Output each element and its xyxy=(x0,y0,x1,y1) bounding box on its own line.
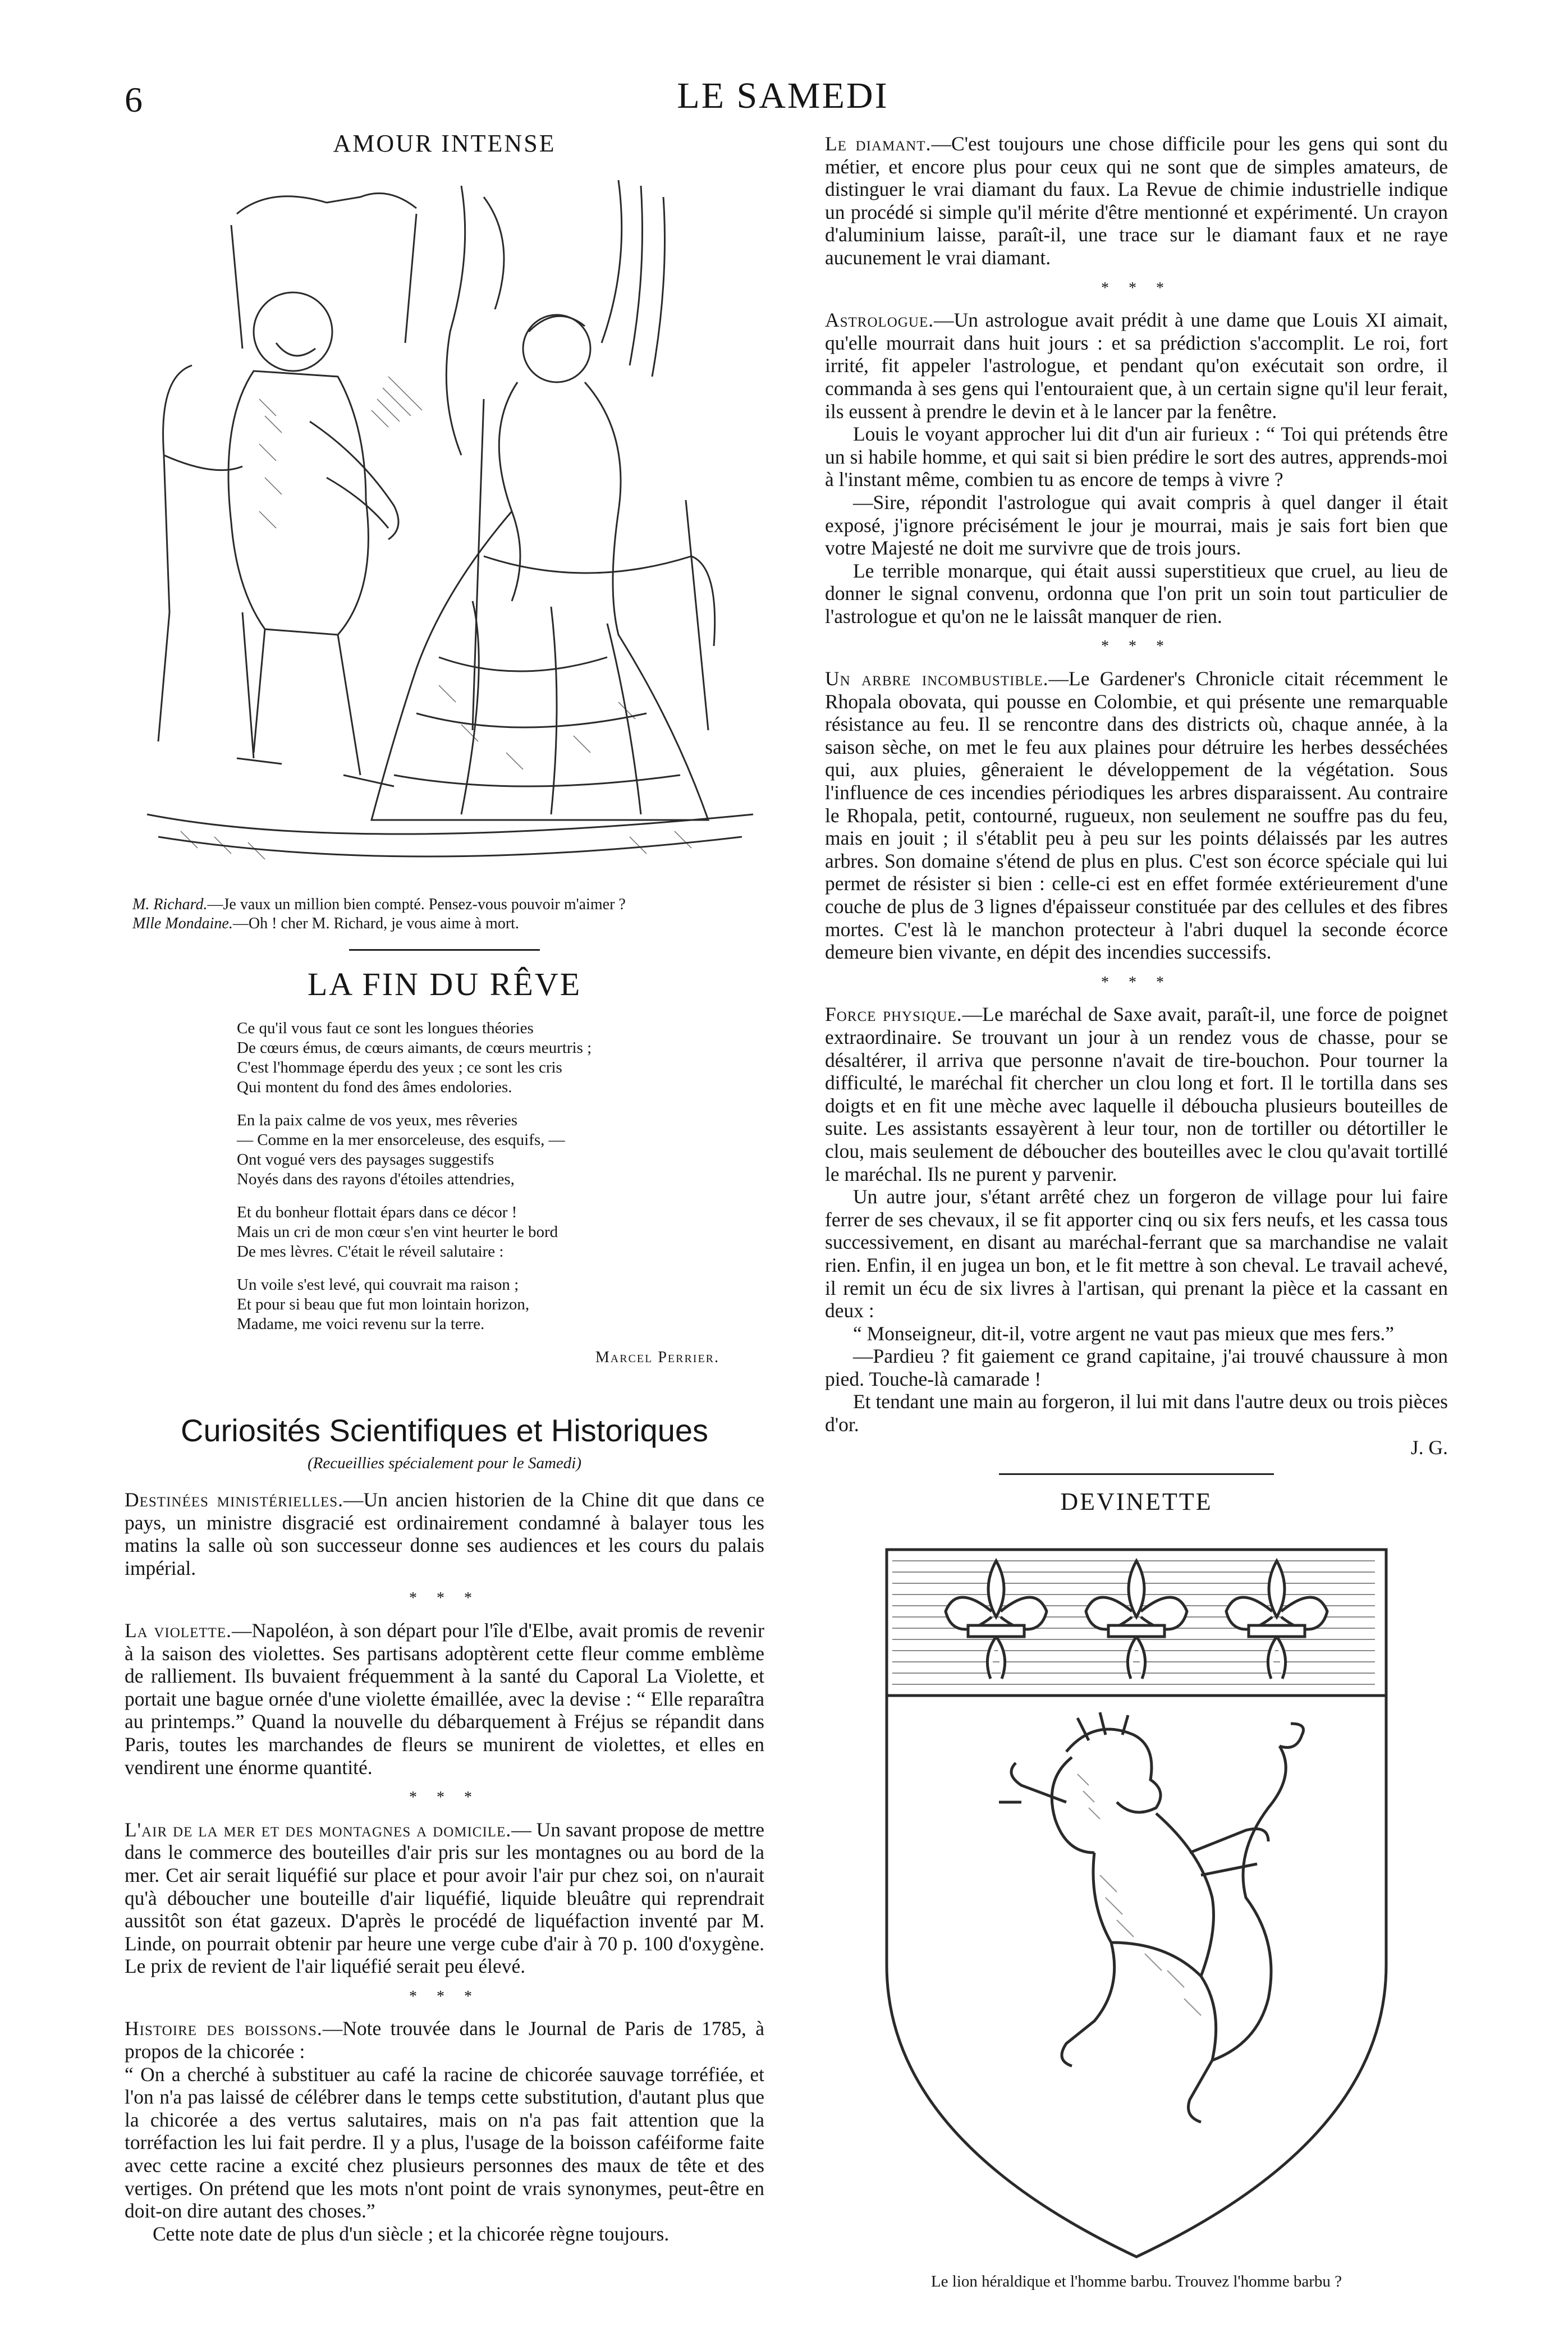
article-paragraph: —Pardieu ? fit gaiement ce grand capitaine, j'ai trouvé chaussure à mon pied. Touche-là camarade ! xyxy=(825,1345,1448,1390)
article-lead: Un arbre incombustible. xyxy=(825,667,1049,690)
article-closing: Cette note date de plus d'un siècle ; et la chicorée règne toujours. xyxy=(153,2222,670,2245)
poem-line: Madame, me voici revenu sur la terre. xyxy=(237,1315,485,1333)
divider xyxy=(349,949,540,951)
heraldic-shield xyxy=(853,1538,1420,2268)
poem xyxy=(237,1019,764,1367)
fleur-de-lis-icon xyxy=(1226,1561,1327,1679)
poem-signature: Marcel Perrier. xyxy=(595,1349,719,1366)
article-text: —Un ancien historien de la Chine dit que dans ce pays, un ministre disgracié est ordinairement condamné à balayer tous les matins la salle où son successeur donne ses audiences et les cours du palais impérial. xyxy=(125,1488,765,1579)
caption-text: —Oh ! cher M. Richard, je vous aime à mort. xyxy=(232,915,519,932)
article-lead: Histoire des boissons. xyxy=(125,2017,323,2040)
article-paragraph: Le terrible monarque, qui était aussi superstitieux que cruel, au lieu de donner le signal convenu, ordonna que l'on prit un soin tout particulier de l'astrologue et qu'on ne le laissât manquer de rien. xyxy=(825,559,1448,627)
article-lead: Force physique. xyxy=(825,1003,962,1026)
article-text: Et tendant une main au forgeron, il lui mit dans l'autre deux ou trois pièces d'or. xyxy=(825,1390,1448,1436)
poem-stanza xyxy=(237,1111,764,1189)
article-boissons xyxy=(125,2017,764,2063)
separator-stars: * * * xyxy=(1101,279,1172,297)
caption-text: —Je vaux un million bien compté. Pensez-vous pouvoir m'aimer ? xyxy=(207,896,626,913)
article-paragraph: “ Monseigneur, dit-il, votre argent ne vaut pas mieux que mes fers.” xyxy=(853,1322,1395,1345)
article-paragraph: —Sire, répondit l'astrologue qui avait compris à quel danger il était exposé, j'ignore précisément le jour je mourrai, mais je sais fort bien que votre Majesté ne doit me survivre que de trois jours. xyxy=(825,491,1448,560)
cartoon-caption xyxy=(125,895,764,933)
poem-title: LA FIN DU RÊVE xyxy=(307,966,582,1002)
article-force xyxy=(825,1003,1448,1185)
separator-stars: * * * xyxy=(409,1789,480,1807)
article-violette xyxy=(125,1619,764,1779)
separator-stars: * * * xyxy=(409,1589,480,1607)
article-destinees xyxy=(125,1488,764,1579)
separator-stars: * * * xyxy=(1101,638,1172,656)
article-quote: “ On a cherché à substituer au café la racine de chicorée sauvage torréfiée, et l'on n'a pas laissé de célébrer dans le temps cette substitution, d'autant plus que la chicorée a des vertus salutaires, mais on n'a pas fait attention que la torréfaction les lui fait perdre. Il y a plus, l'usage de la boisson caféiforme faite avec cette racine a excité chez plusieurs personnes des maux de tête et des vertiges. On prétend que les mots n'ont point de vrais synonymes, peut-être en doit-on dire autant des choses.” xyxy=(125,2063,764,2223)
articles-right xyxy=(825,132,1448,1459)
article-signature-line xyxy=(825,1436,1448,1459)
poem-line: — Comme en la mer ensorceleuse, des esquifs, — xyxy=(237,1131,565,1149)
caption-line-1 xyxy=(132,895,764,914)
divider xyxy=(999,1473,1274,1475)
articles-left xyxy=(125,1488,764,2245)
lion-rampant-icon xyxy=(999,1712,1304,2122)
article-air xyxy=(125,1818,764,1978)
devinette-caption: Le lion héraldique et l'homme barbu. Trouvez l'homme barbu ? xyxy=(930,2273,1342,2291)
separator-stars: * * * xyxy=(409,1987,480,2005)
article-arbre xyxy=(825,667,1448,964)
poem-line: Un voile s'est levé, qui couvrait ma raison ; xyxy=(237,1276,519,1294)
journal-title: LE SAMEDI xyxy=(677,75,889,116)
poem-stanza xyxy=(237,1275,764,1334)
poem-stanza xyxy=(237,1019,764,1097)
cartoon-title: AMOUR INTENSE xyxy=(333,130,556,157)
article-diamant xyxy=(825,132,1448,269)
caption-line-2 xyxy=(132,914,764,933)
article-text: —Le maréchal de Saxe avait, paraît-il, une force de poignet extraordinaire. Se trouvant un jour à un rendez vous de chasse, pour se désaltérer, il arriva que personne n'avait de tire-bouchon. Pour tourner la difficulté, le maréchal fit chercher un clou long et fort. Il le tortilla dans ses doigts et en fit une mèche avec laquelle il déboucha plusieurs bouteilles de suite. Les assistants essayèrent à leur tour, non de tortiller ou détortiller le clou, mais seulement de déboucher des bouteilles avec le clou qu'avait tortillé le maréchal. Ils ne purent y parvenir. xyxy=(825,1003,1448,1185)
article-signature: J. G. xyxy=(1410,1436,1448,1459)
page-number: 6 xyxy=(125,80,143,120)
poem-line: En la paix calme de vos yeux, mes rêveries xyxy=(237,1111,518,1129)
article-paragraph xyxy=(825,1390,1448,1436)
poem-stanza xyxy=(237,1203,764,1262)
poem-line: Et du bonheur flottait épars dans ce décor ! xyxy=(237,1203,517,1221)
poem-line: De cœurs émus, de cœurs aimants, de cœurs meurtris ; xyxy=(237,1039,592,1057)
cartoon-illustration xyxy=(125,163,764,887)
article-lead: Astrologue. xyxy=(825,309,934,332)
article-astrologue xyxy=(825,309,1448,423)
article-text: — Un savant propose de mettre dans le commerce des bouteilles d'air pris sur les montagnes ou au bord de la mer. Cet air serait liquéfié sur place et pour avoir l'air pur chez soi, on n'aurait qu'à déboucher une bouteille d'air liquéfié, liquide bleuâtre qui reprendrait aussitôt son état gazeux. D'après le procédé de liquéfaction inventé par M. Linde, on pourrait obtenir par heure une verge cube d'air à 70 p. 100 d'oxygène. Le prix de revient de l'air liquéfié serait peu élevé. xyxy=(125,1818,764,1978)
article-paragraph: Louis le voyant approcher lui dit d'un air furieux : “ Toi qui prétends être un si habile homme, et qui sait si bien prédire le sort des autres, apprends-moi à l'instant même, combien tu as encore de temps à vivre ? xyxy=(825,423,1448,491)
article-lead: Destinées ministérielles. xyxy=(125,1488,344,1511)
separator-stars: * * * xyxy=(1101,973,1172,991)
poem-line: Ont vogué vers des paysages suggestifs xyxy=(237,1151,494,1169)
article-paragraph: Un autre jour, s'étant arrêté chez un forgeron de village pour lui faire ferrer de ses chevaux, il se fit apporter cinq ou six fers neufs, et les cassa tous successivement, en disant au maréchal-ferrant que sa marchandise ne valait rien. Enfin, il en jugea un bon, et le fit mettre à son cheval. Le travail achevé, il remit un écu de six livres à l'artisan, qui prenant la pièce et la cassant en deux : xyxy=(825,1185,1448,1322)
poem-line: Noyés dans des rayons d'étoiles attendries, xyxy=(237,1170,515,1188)
article-lead: L'air de la mer et des montagnes a domicile. xyxy=(125,1818,512,1841)
poem-line: De mes lèvres. C'était le réveil salutaire : xyxy=(237,1243,504,1261)
poem-line: Mais un cri de mon cœur s'en vint heurter le bord xyxy=(237,1223,558,1241)
poem-line: Qui montent du fond des âmes endolories. xyxy=(237,1078,512,1096)
caption-speaker: Mlle Mondaine. xyxy=(132,915,233,932)
article-lead: La violette. xyxy=(125,1619,232,1642)
poem-line: Et pour si beau que fut mon lointain horizon, xyxy=(237,1295,530,1313)
poem-line: C'est l'hommage éperdu des yeux ; ce sont les cris xyxy=(237,1059,562,1076)
right-column xyxy=(825,132,1448,2291)
devinette-title: DEVINETTE xyxy=(1060,1488,1213,1516)
caption-speaker: M. Richard. xyxy=(132,896,208,913)
left-column xyxy=(125,129,764,2245)
shield-outline xyxy=(887,1550,1386,2257)
article-text: —Le Gardener's Chronicle citait récemment le Rhopala obovata, qui pousse en Colombie, et qui présente une remarquable résistance au feu. Il se rencontre dans des districts où, chaque année, à la saison sèche, on met le feu aux plaines pour détruire les herbes desséchées qui, aux pluies, gêneraient le développement de la végétation. Sous l'influence de ces incendies périodiques les arbres disparaissent. Au contraire le Rhopala, petit, contourné, rugueux, non seulement ne souffre pas du feu, mais en jouit ; il s'établit peu à peu sur les points délaissés par les autres arbres. Son domaine s'étend de plus en plus. C'est son écorce spéciale qui lui permet de résister si bien : celle-ci est en effet formée extérieurement d'une couche de plus de 3 lignes d'épaisseur constituée par des cellules et des fibres mortes. C'est là le manchon protecteur à l'abri duquel la seconde écorce demeure bien vivante, en dépit des incendies successifs. xyxy=(825,667,1448,964)
fleur-de-lis-icon xyxy=(1086,1561,1187,1679)
article-text: —Napoléon, à son départ pour l'île d'Elbe, avait promis de revenir à la saison des violettes. Ses partisans adoptèrent cette fleur comme emblème de ralliement. Ils buvaient fréquemment à la santé du Caporal La Violette, et portait une bague ornée d'une violette émaillée, avec la devise : “ Elle reparaîtra au printemps.” Quand la nouvelle du débarquement à Fréjus se répandit dans Paris, toutes les marchandes de fleurs se munirent de violettes, et elles en vendirent une énorme quantité. xyxy=(125,1619,764,1779)
section-subtitle: (Recueillies spécialement pour le Samedi) xyxy=(307,1454,581,1472)
section-title: Curiosités Scientifiques et Historiques xyxy=(181,1413,708,1448)
article-text: —Note trouvée dans le Journal de Paris de 1785, à propos de la chicorée : xyxy=(125,2017,764,2063)
poem-line: Ce qu'il vous faut ce sont les longues théories xyxy=(237,1019,534,1037)
fleur-de-lis-icon xyxy=(946,1561,1047,1679)
article-text: —C'est toujours une chose difficile pour les gens qui sont du métier, et encore plus pour ceux qui ne sont que de simples amateurs, de distinguer le vrai diamant du faux. La Revue de chimie industrielle indique un procédé si simple qu'il mérite d'être mentionné et expérimenté. Un crayon d'aluminium laisse, paraît-il, une trace sur le diamant faux et ne raye aucunement le vrai diamant. xyxy=(825,132,1448,269)
article-text: —Un astrologue avait prédit à une dame que Louis XI aimait, qu'elle mourrait dans huit jours : et sa prédiction s'accomplit. Le roi, fort irrité, fit appeler l'astrologue, et pendant qu'on exécutait son ordre, il commanda à ses gens qui l'entouraient que, à un certain signe qu'il leur ferait, ils eussent à prendre le devin et à le lancer par la fenêtre. xyxy=(825,309,1448,423)
article-lead: Le diamant. xyxy=(825,132,932,155)
